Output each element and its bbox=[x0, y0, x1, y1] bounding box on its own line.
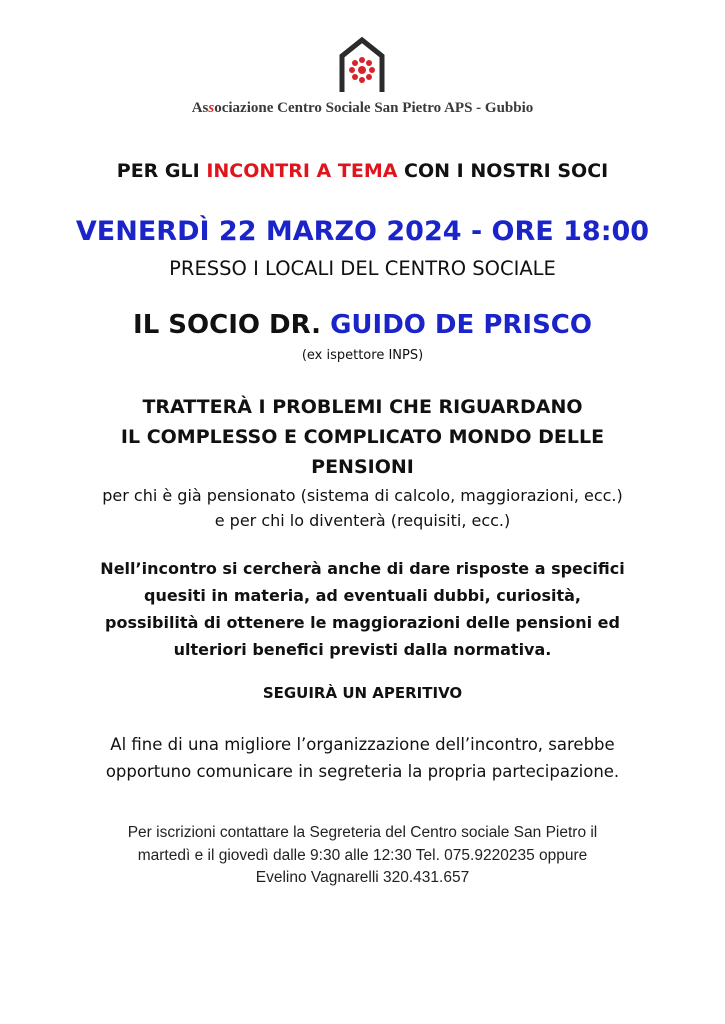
house-with-rosette-logo bbox=[338, 36, 386, 94]
topic-line-3: PENSIONI bbox=[311, 456, 414, 478]
contact-line-2: martedì e il giovedì dalle 9:30 alle 12:30 Tel. 075.9220235 oppure bbox=[137, 847, 588, 864]
association-name: Associazione Centro Sociale San Pietro APS - Gubbio bbox=[191, 100, 534, 116]
speaker-note: (ex ispettore INPS) bbox=[301, 348, 424, 363]
topic-line-1: TRATTERÀ I PROBLEMI CHE RIGUARDANO bbox=[142, 396, 583, 418]
organization-line-2: opportuno comunicare in segreteria la propria partecipazione. bbox=[105, 762, 620, 781]
contact-line-3: Evelino Vagnarelli 320.431.657 bbox=[255, 869, 470, 886]
topic-sub-1: per chi è già pensionato (sistema di calcolo, maggiorazioni, ecc.) bbox=[102, 486, 623, 505]
speaker-line: IL SOCIO DR. GUIDO DE PRISCO bbox=[133, 310, 592, 340]
organization-line-1: Al fine di una migliore l’organizzazione dell’incontro, sarebbe bbox=[110, 735, 615, 754]
event-place: PRESSO I LOCALI DEL CENTRO SOCIALE bbox=[169, 257, 556, 280]
details-line-1: Nell’incontro si cercherà anche di dare risposte a specifici bbox=[100, 559, 625, 578]
aperitivo-notice: SEGUIRÀ UN APERITIVO bbox=[262, 684, 463, 702]
topic-sub-2: e per chi lo diventerà (requisiti, ecc.) bbox=[214, 511, 511, 530]
details-line-4: ulteriori benefici previsti dalla normativa. bbox=[173, 640, 552, 659]
headline: PER GLI INCONTRI A TEMA CON I NOSTRI SOCI bbox=[116, 160, 609, 182]
details-line-2: quesiti in materia, ad eventuali dubbi, curiosità, bbox=[143, 586, 581, 605]
contact-line-1: Per iscrizioni contattare la Segreteria del Centro sociale San Pietro il bbox=[127, 824, 598, 841]
event-date: VENERDÌ 22 MARZO 2024 - ORE 18:00 bbox=[75, 216, 650, 247]
details-line-3: possibilità di ottenere le maggiorazioni delle pensioni ed bbox=[105, 613, 620, 632]
topic-line-2: IL COMPLESSO E COMPLICATO MONDO DELLE bbox=[120, 426, 605, 448]
